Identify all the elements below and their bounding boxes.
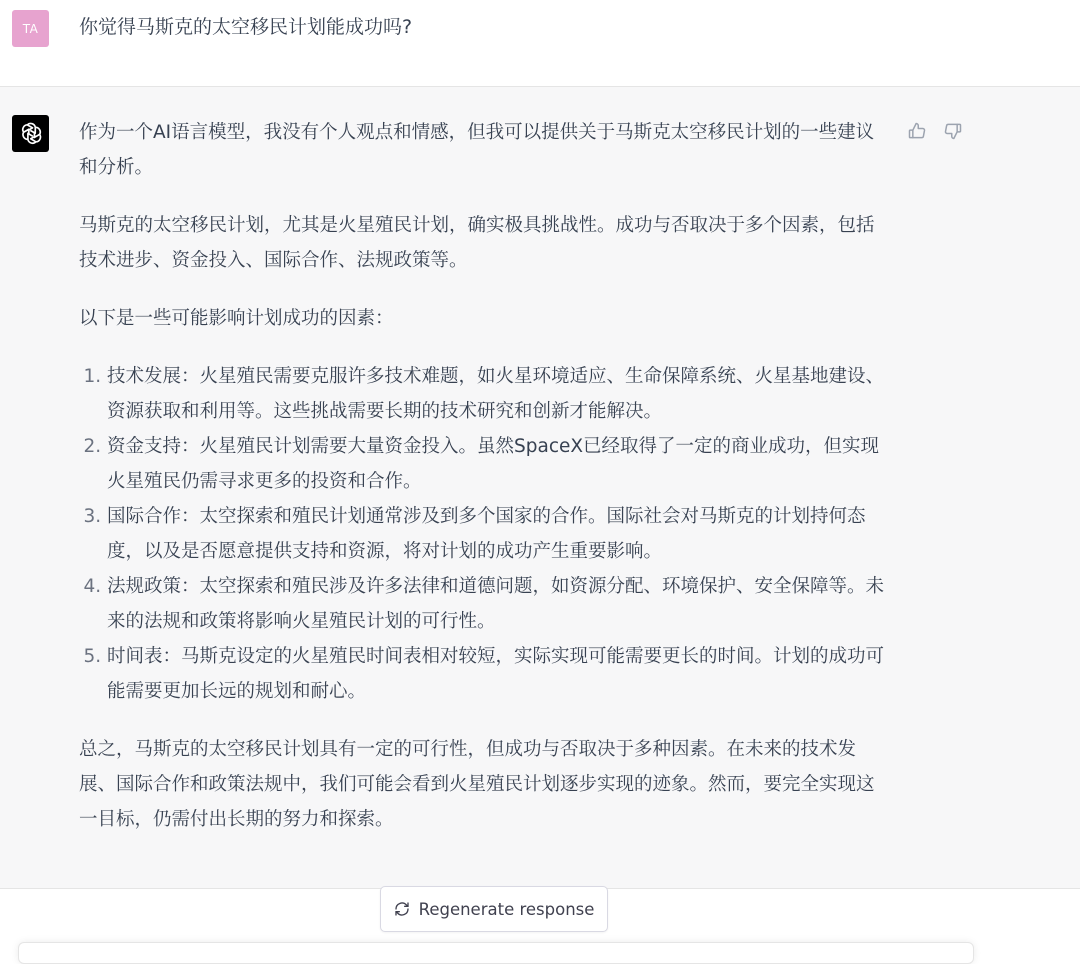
thumbs-up-icon[interactable] <box>905 119 929 143</box>
regenerate-response-label: Regenerate response <box>418 899 595 919</box>
regenerate-response-button[interactable] <box>380 886 608 932</box>
list-item: 4. 法规政策：太空探索和殖民涉及许多法律和道德问题，如资源分配、环境保护、安全保障等。未来的法规和政策将影响火星殖民计划的可行性。 <box>107 569 889 639</box>
user-message-row <box>0 0 1080 87</box>
context-paragraph: 马斯克的太空移民计划，尤其是火星殖民计划，确实极具挑战性。成功与否取决于多个因素，包括技术进步、资金投入、国际合作、法规政策等。 <box>79 215 875 271</box>
user-avatar: TA <box>12 10 49 47</box>
assistant-message-row <box>0 87 1080 889</box>
openai-logo-icon <box>12 115 49 152</box>
user-message-text: 你觉得马斯克的太空移民计划能成功吗? <box>79 16 413 38</box>
list-item: 1. 技术发展：火星殖民需要克服许多技术难题，如火星环境适应、生命保障系统、火星基地建设、资源获取和利用等。这些挑战需要长期的技术研究和创新才能解决。 <box>107 359 889 429</box>
assistant-message-content <box>79 115 889 860</box>
list-item: 2. 资金支持：火星殖民计划需要大量资金投入。虽然SpaceX已经取得了一定的商业成功，但实现火星殖民仍需寻求更多的投资和合作。 <box>107 429 889 499</box>
message-input-box[interactable] <box>18 942 974 964</box>
factor-list <box>79 359 889 709</box>
conclusion-paragraph: 总之，马斯克的太空移民计划具有一定的可行性，但成功与否取决于多种因素。在未来的技术发展、国际合作和政策法规中，我们可能会看到火星殖民计划逐步实现的迹象。然而，要完全实现这一目标，仍需付出长期的努力和探索。 <box>79 739 875 830</box>
refresh-icon <box>394 901 410 917</box>
list-item: 3. 国际合作：太空探索和殖民计划通常涉及到多个国家的合作。国际社会对马斯克的计划持何态度，以及是否愿意提供支持和资源，将对计划的成功产生重要影响。 <box>107 499 889 569</box>
thumbs-down-icon[interactable] <box>941 119 965 143</box>
intro-paragraph: 作为一个AI语言模型，我没有个人观点和情感，但我可以提供关于马斯克太空移民计划的一些建议和分析。 <box>79 122 875 178</box>
list-lead-paragraph: 以下是一些可能影响计划成功的因素： <box>79 308 394 329</box>
list-item: 5. 时间表：马斯克设定的火星殖民时间表相对较短，实际实现可能需要更长的时间。计划的成功可能需要更加长远的规划和耐心。 <box>107 639 889 709</box>
